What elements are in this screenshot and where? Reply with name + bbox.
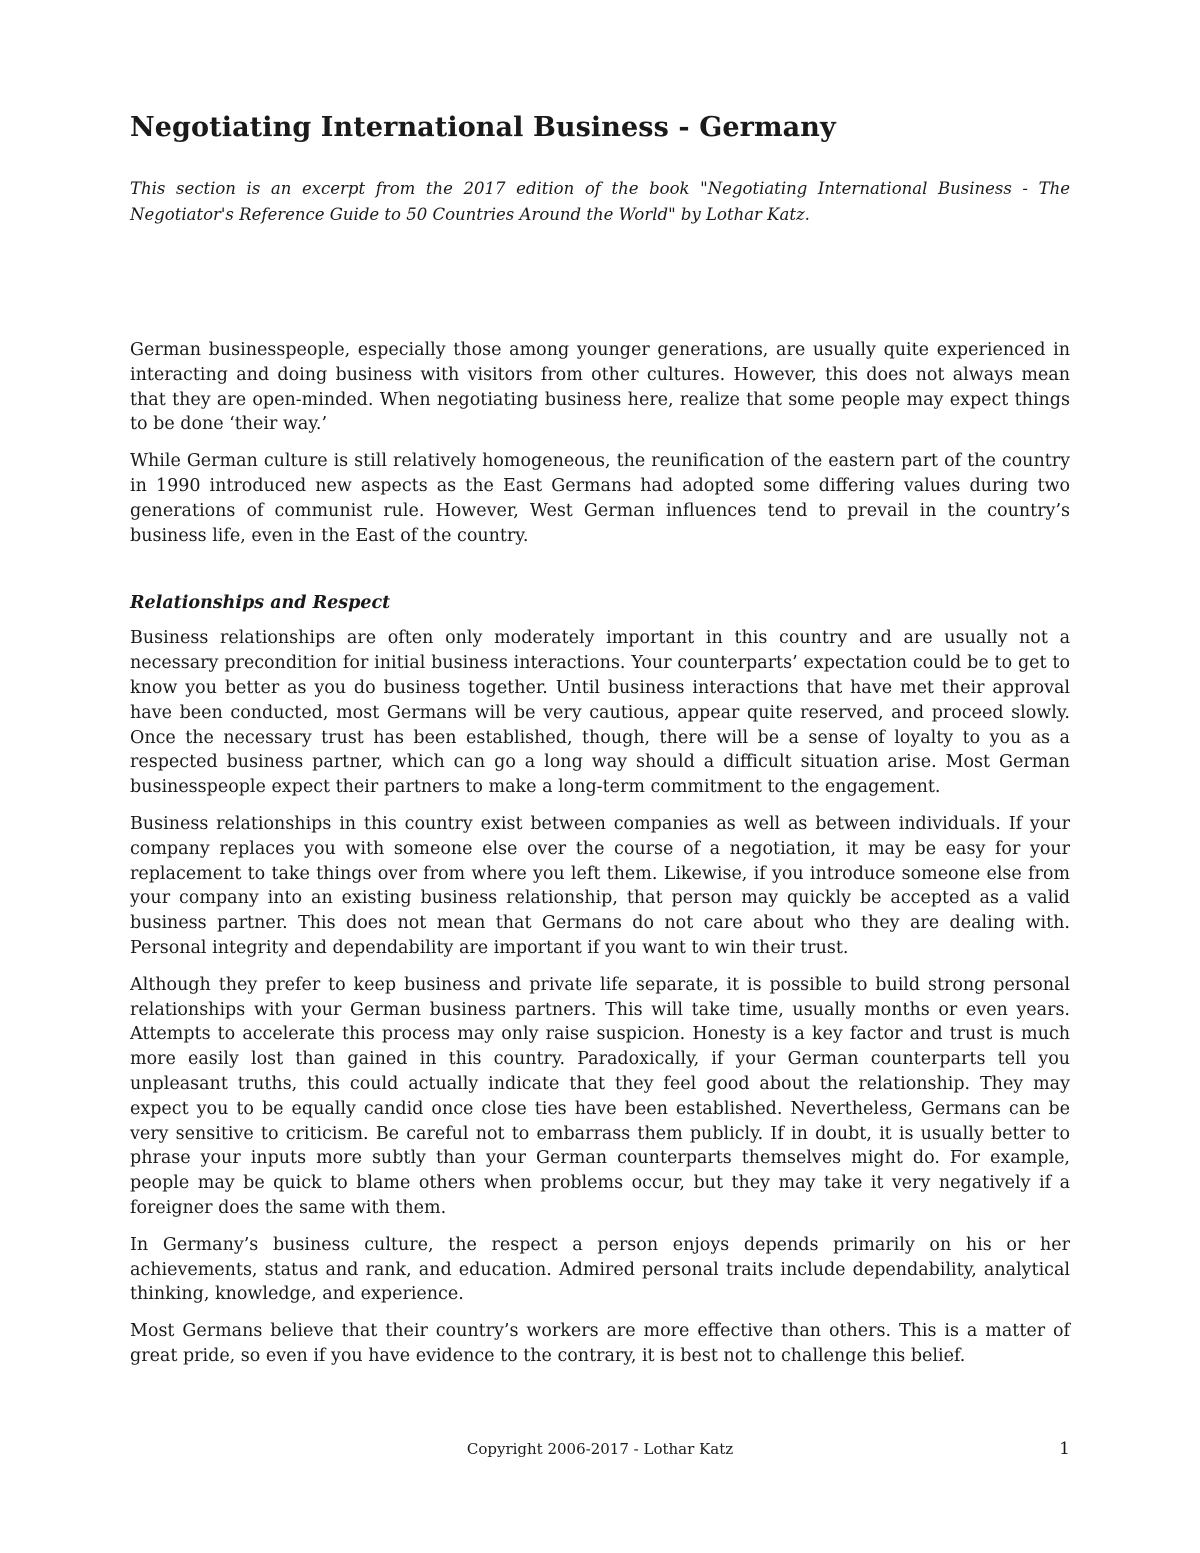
footer-copyright: Copyright 2006-2017 - Lothar Katz: [466, 1440, 734, 1458]
section-paragraph: Business relationships in this country exist between companies as well as between individuals. If your company replaces you with someone else over the course of a negotiation, it may be easy for your replacement to take things over from where you left them. Likewise, if you introduce someone else from your company into an existing business relationship, that person may quickly be accepted as a valid business partner. This does not mean that Germans do not care about who they are dealing with. Personal integrity and dependability are important if you want to win their trust.: [130, 813, 1070, 958]
section-paragraph: Although they prefer to keep business and private life separate, it is possible to build strong personal relationships with your German business partners. This will take time, usually months or even years. Attempts to accelerate this process may only raise suspicion. Honesty is a key factor and trust is much more easily lost than gained in this country. Paradoxically, if your German counterparts tell you unpleasant truths, this could actually indicate that they feel good about the relationship. They may expect you to be equally candid once close ties have been established. Nevertheless, Germans can be very sensitive to criticism. Be careful not to embarrass them publicly. If in doubt, it is usually better to phrase your inputs more subtly than your German counterparts themselves might do. For example, people may be quick to blame others when problems occur, but they may take it very negatively if a foreigner does the same with them.: [130, 974, 1070, 1218]
page-number: 1: [1059, 1439, 1070, 1459]
document-page: [130, 0, 1070, 1553]
page-title: Negotiating International Business - Germany: [130, 112, 836, 143]
section-heading: Relationships and Respect: [130, 593, 391, 614]
section-paragraph: Most Germans believe that their country’s workers are more effective than others. This is a matter of great pride, so even if you have evidence to the contrary, it is best not to challenge this belief.: [130, 1321, 1070, 1366]
body-text: [130, 338, 1070, 1381]
body-paragraph: German businesspeople, especially those among younger generations, are usually quite experienced in interacting and doing business with visitors from other cultures. However, this does not always mean that they are open-minded. When negotiating business here, realize that some people may expect things to be done ‘their way.’: [130, 340, 1070, 435]
section-paragraph: In Germany’s business culture, the respect a person enjoys depends primarily on his or her achievements, status and rank, and education. Admired personal traits include dependability, analytical thinking, knowledge, and experience.: [130, 1234, 1070, 1305]
body-paragraph: While German culture is still relatively homogeneous, the reunification of the eastern part of the country in 1990 introduced new aspects as the East Germans had adopted some differing values during two generations of communist rule. However, West German influences tend to prevail in the country’s business life, even in the East of the country.: [130, 451, 1070, 546]
excerpt-note: This section is an excerpt from the 2017 edition of the book "Negotiating International Business - The Negotiator's Reference Guide to 50 Countries Around the World" by Lothar Katz.: [130, 179, 1070, 224]
section-paragraph: Business relationships are often only moderately important in this country and are usually not a necessary precondition for initial business interactions. Your counterparts’ expectation could be to get to know you better as you do business together. Until business interactions that have met their approval have been conducted, most Germans will be very cautious, appear quite reserved, and proceed slowly. Once the necessary trust has been established, though, there will be a sense of loyalty to you as a respected business partner, which can go a long way should a difficult situation arise. Most German businesspeople expect their partners to make a long-term commitment to the engagement.: [130, 628, 1070, 798]
